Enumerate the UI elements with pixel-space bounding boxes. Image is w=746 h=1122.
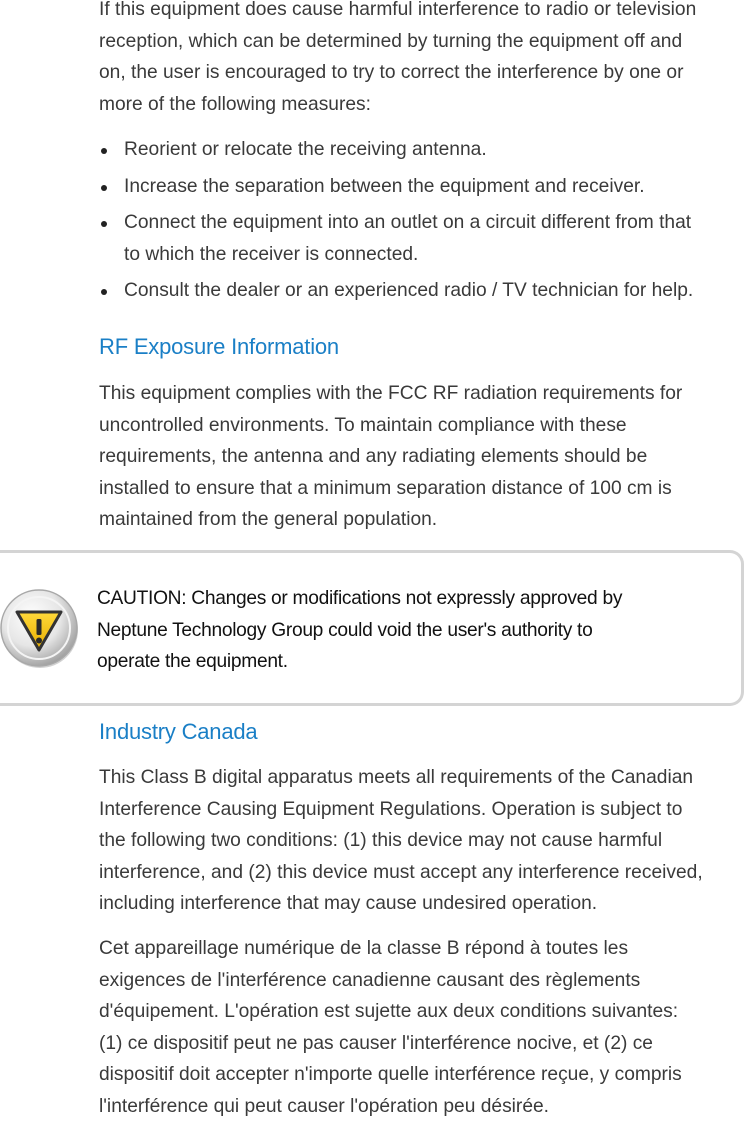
rf-line: maintained from the general population.	[99, 504, 744, 536]
ic-french-line: Cet appareillage numérique de la classe B répond à toutes les	[99, 933, 744, 965]
list-item	[99, 207, 746, 270]
bullet-icon	[101, 221, 107, 227]
caution-message	[97, 583, 717, 678]
rf-line: installed to ensure that a minimum separation distance of 100 cm is	[99, 473, 744, 505]
ic-french-line: (1) ce dispositif peut ne pas causer l'interférence nocive, et (2) ce	[99, 1028, 744, 1060]
list-item-text: to which the receiver is connected.	[124, 239, 746, 271]
intro-paragraph	[99, 0, 744, 120]
list-item	[99, 171, 746, 203]
list-item-text: Increase the separation between the equipment and receiver.	[124, 171, 746, 203]
rf-line: This equipment complies with the FCC RF radiation requirements for	[99, 378, 744, 410]
rf-exposure-paragraph	[99, 378, 744, 536]
ic-french-line: dispositif doit accepter n'importe quelle interférence reçue, y compris	[99, 1059, 744, 1091]
industry-canada-heading: Industry Canada	[99, 718, 257, 746]
ic-french-line: exigences de l'interférence canadienne causant des règlements	[99, 965, 744, 997]
ic-english-line: Interference Causing Equipment Regulations. Operation is subject to	[99, 794, 744, 826]
ic-english-line: including interference that may cause undesired operation.	[99, 888, 744, 920]
industry-canada-english-paragraph	[99, 762, 744, 920]
intro-line: reception, which can be determined by turning the equipment off and	[99, 26, 744, 58]
caution-line: operate the equipment.	[97, 646, 717, 678]
caution-line: Neptune Technology Group could void the user's authority to	[97, 615, 717, 647]
caution-line: CAUTION: Changes or modifications not expressly approved by	[97, 583, 717, 615]
intro-line: If this equipment does cause harmful interference to radio or television	[99, 0, 744, 26]
list-item	[99, 134, 746, 166]
measures-list	[99, 134, 746, 312]
list-item-text: Connect the equipment into an outlet on a circuit different from that	[124, 207, 746, 239]
list-item	[99, 275, 746, 307]
intro-line: on, the user is encouraged to try to correct the interference by one or	[99, 57, 744, 89]
industry-canada-french-paragraph	[99, 933, 744, 1122]
ic-english-line: the following two conditions: (1) this device may not cause harmful	[99, 825, 744, 857]
ic-french-line: l'interférence qui peut causer l'opération peu désirée.	[99, 1091, 744, 1122]
bullet-icon	[101, 185, 107, 191]
intro-line: more of the following measures:	[99, 89, 744, 121]
rf-exposure-heading: RF Exposure Information	[99, 333, 339, 361]
rf-line: uncontrolled environments. To maintain compliance with these	[99, 410, 744, 442]
list-item-text: Reorient or relocate the receiving antenna.	[124, 134, 746, 166]
bullet-icon	[101, 289, 107, 295]
ic-french-line: d'équipement. L'opération est sujette aux deux conditions suivantes:	[99, 996, 744, 1028]
bullet-icon	[101, 148, 107, 154]
ic-english-line: interference, and (2) this device must accept any interference received,	[99, 857, 744, 889]
list-item-text: Consult the dealer or an experienced radio / TV technician for help.	[124, 275, 746, 307]
ic-english-line: This Class B digital apparatus meets all requirements of the Canadian	[99, 762, 744, 794]
rf-line: requirements, the antenna and any radiating elements should be	[99, 441, 744, 473]
warning-triangle-icon	[0, 588, 82, 670]
